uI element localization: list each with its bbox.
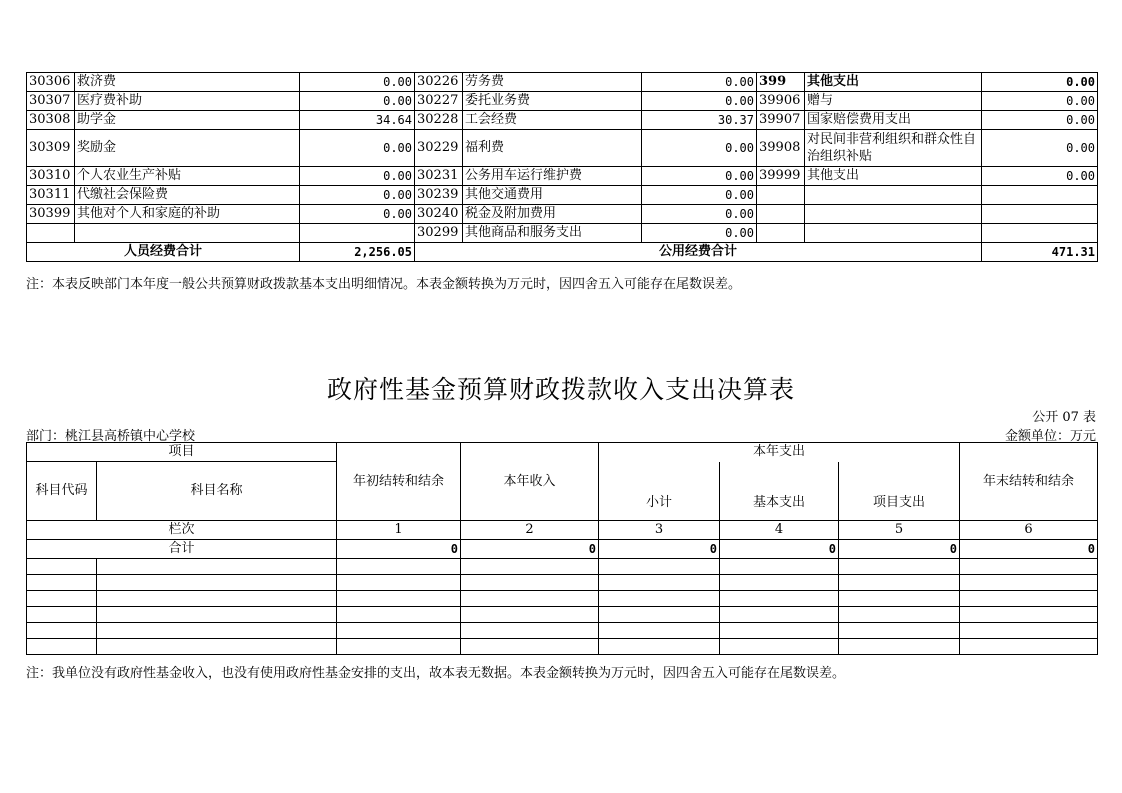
subject-name: 其他交通费用 [463, 186, 642, 205]
header-subject-code: 科目代码 [27, 462, 97, 521]
subject-name [75, 224, 300, 243]
department-label: 部门：桃江县高桥镇中心学校 [26, 429, 196, 444]
amount: 0.00 [982, 130, 1098, 167]
subject-code [757, 205, 805, 224]
amount: 0.00 [982, 92, 1098, 111]
subject-code: 30311 [27, 186, 75, 205]
col-number: 4 [720, 521, 839, 540]
amount: 0.00 [642, 224, 757, 243]
header-current-income: 本年收入 [461, 443, 599, 521]
amount: 0.00 [642, 130, 757, 167]
total-value: 0 [960, 540, 1098, 559]
table-row [27, 186, 1098, 205]
subject-code: 30307 [27, 92, 75, 111]
total-value: 0 [839, 540, 960, 559]
table-row [27, 205, 1098, 224]
basic-expenditure-detail-table [26, 72, 1098, 262]
blank-row [27, 639, 1098, 655]
amount: 0.00 [300, 92, 415, 111]
total-value: 0 [337, 540, 461, 559]
header-current-expense: 本年支出 [599, 443, 960, 462]
amount: 0.00 [642, 167, 757, 186]
col-number: 1 [337, 521, 461, 540]
subject-name: 其他支出 [805, 167, 982, 186]
subject-code [757, 224, 805, 243]
col-number: 5 [839, 521, 960, 540]
subject-name [805, 186, 982, 205]
subject-code: 30240 [415, 205, 463, 224]
header-closing-balance: 年末结转和结余 [960, 443, 1098, 521]
page-title: 政府性基金预算财政拨款收入支出决算表 [326, 375, 795, 404]
amount [982, 224, 1098, 243]
subject-name: 劳务费 [463, 73, 642, 92]
personnel-total-value: 2,256.05 [300, 243, 415, 262]
header-basic-expense: 基本支出 [720, 462, 839, 521]
detail-total-row [27, 243, 1098, 262]
total-value: 0 [720, 540, 839, 559]
amount: 0.00 [642, 205, 757, 224]
col-number: 2 [461, 521, 599, 540]
amount: 0.00 [300, 205, 415, 224]
amount: 0.00 [982, 73, 1098, 92]
subject-name: 其他商品和服务支出 [463, 224, 642, 243]
subject-code: 30228 [415, 111, 463, 130]
detail-table-note: 注：本表反映部门本年度一般公共预算财政拨款基本支出明细情况。本表金额转换为万元时，因四舍五入可能存在尾数误差。 [26, 277, 742, 292]
blank-row [27, 623, 1098, 639]
amount: 0.00 [300, 167, 415, 186]
personnel-total-label: 人员经费合计 [27, 243, 300, 262]
subject-code: 30399 [27, 205, 75, 224]
table-row [27, 111, 1098, 130]
header-subtotal: 小计 [599, 462, 720, 521]
total-value: 0 [461, 540, 599, 559]
subject-name: 税金及附加费用 [463, 205, 642, 224]
subject-name: 个人农业生产补贴 [75, 167, 300, 186]
subject-name: 医疗费补助 [75, 92, 300, 111]
detail-table-body [27, 73, 1098, 243]
table-row [27, 130, 1098, 167]
subject-code: 399 [757, 73, 805, 92]
amount: 0.00 [642, 92, 757, 111]
amount: 0.00 [300, 73, 415, 92]
subject-code [27, 224, 75, 243]
table-row [27, 224, 1098, 243]
subject-name: 赠与 [805, 92, 982, 111]
amount: 30.37 [642, 111, 757, 130]
form-code: 公开 07 表 [1032, 410, 1096, 425]
amount: 0.00 [642, 73, 757, 92]
amount: 0.00 [642, 186, 757, 205]
col-number: 3 [599, 521, 720, 540]
subject-code: 30310 [27, 167, 75, 186]
header-item: 项目 [27, 443, 337, 462]
amount: 0.00 [300, 186, 415, 205]
subject-name: 工会经费 [463, 111, 642, 130]
subject-name: 其他对个人和家庭的补助 [75, 205, 300, 224]
subject-name [805, 205, 982, 224]
total-label: 合计 [27, 540, 337, 559]
subject-code: 39907 [757, 111, 805, 130]
amount [982, 205, 1098, 224]
header-opening-balance: 年初结转和结余 [337, 443, 461, 521]
subject-code: 30306 [27, 73, 75, 92]
table-row [27, 167, 1098, 186]
subject-code: 30229 [415, 130, 463, 167]
fund-total-row [27, 540, 1098, 559]
subject-name: 助学金 [75, 111, 300, 130]
amount: 0.00 [982, 111, 1098, 130]
subject-name: 代缴社会保险费 [75, 186, 300, 205]
subject-code: 30227 [415, 92, 463, 111]
subject-name: 公务用车运行维护费 [463, 167, 642, 186]
table-row [27, 92, 1098, 111]
public-total-label: 公用经费合计 [415, 243, 982, 262]
government-fund-table [26, 442, 1098, 655]
subject-name: 国家赔偿费用支出 [805, 111, 982, 130]
subject-code: 30299 [415, 224, 463, 243]
subject-code: 30226 [415, 73, 463, 92]
amount-unit-label: 金额单位：万元 [1004, 429, 1096, 444]
subject-name: 福利费 [463, 130, 642, 167]
amount: 0.00 [300, 130, 415, 167]
amount: 0.00 [982, 167, 1098, 186]
subject-name: 其他支出 [805, 73, 982, 92]
amount: 34.64 [300, 111, 415, 130]
subject-code: 30231 [415, 167, 463, 186]
col-number: 6 [960, 521, 1098, 540]
header-project-expense: 项目支出 [839, 462, 960, 521]
subject-code: 30309 [27, 130, 75, 167]
blank-row [27, 607, 1098, 623]
subject-name: 委托业务费 [463, 92, 642, 111]
total-value: 0 [599, 540, 720, 559]
subject-code: 30239 [415, 186, 463, 205]
subject-code: 39906 [757, 92, 805, 111]
subject-code [757, 186, 805, 205]
table-row [27, 73, 1098, 92]
subject-name [805, 224, 982, 243]
subject-name: 奖励金 [75, 130, 300, 167]
fund-table-note: 注：我单位没有政府性基金收入，也没有使用政府性基金安排的支出，故本表无数据。本表金额转换为万元时，因四舍五入可能存在尾数误差。 [26, 666, 846, 681]
subject-name: 对民间非营利组织和群众性自治组织补贴 [805, 130, 982, 167]
blank-row [27, 591, 1098, 607]
subject-name: 救济费 [75, 73, 300, 92]
subject-code: 30308 [27, 111, 75, 130]
amount [300, 224, 415, 243]
amount [982, 186, 1098, 205]
subject-code: 39908 [757, 130, 805, 167]
column-index-row [27, 521, 1098, 540]
public-total-value: 471.31 [982, 243, 1098, 262]
row-index-label: 栏次 [27, 521, 337, 540]
blank-row [27, 559, 1098, 575]
blank-row [27, 575, 1098, 591]
subject-code: 39999 [757, 167, 805, 186]
header-subject-name: 科目名称 [97, 462, 337, 521]
